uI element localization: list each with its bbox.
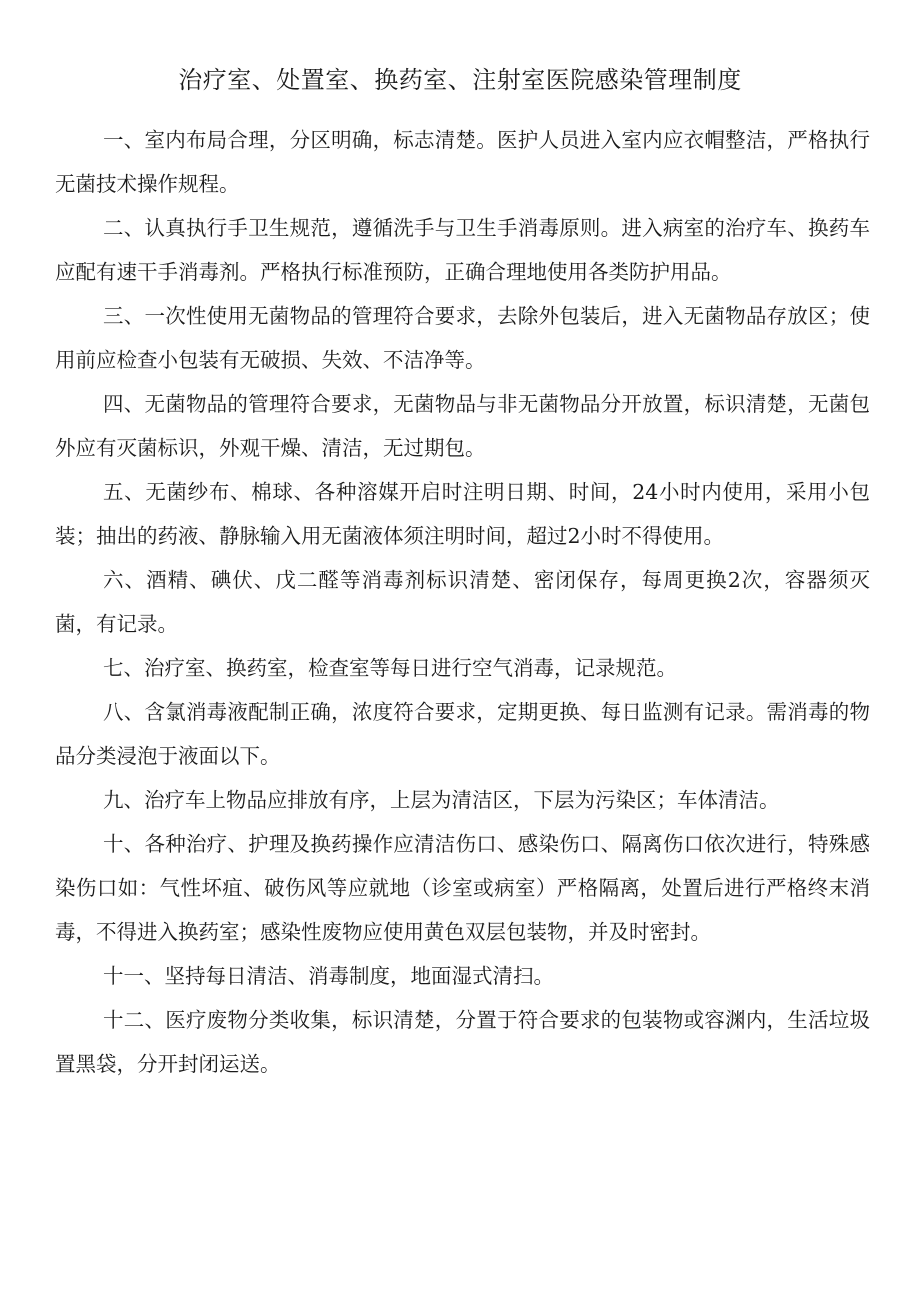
paragraph-12: 十二、医疗废物分类收集，标识清楚，分置于符合要求的包装物或容渊内，生活垃圾置黑袋，分开封闭运送。 <box>55 1008 870 1076</box>
paragraph-2: 二、认真执行手卫生规范，遵循洗手与卫生手消毒原则。进入病室的治疗车、换药车应配有速干手消毒剂。严格执行标准预防，正确合理地使用各类防护用品。 <box>55 216 870 284</box>
paragraph-10: 十、各种治疗、护理及换药操作应清洁伤口、感染伤口、隔离伤口依次进行，特殊感染伤口如：气性坏疽、破伤风等应就地（诊室或病室）严格隔离，处置后进行严格终末消毒，不得进入换药室；感染性废物应使用黄色双层包装物，并及时密封。 <box>55 832 870 944</box>
paragraph-9: 九、治疗车上物品应排放有序，上层为清洁区，下层为污染区；车体清洁。 <box>103 788 780 812</box>
document-body <box>55 118 870 1086</box>
paragraph-11: 十一、坚持每日清洁、消毒制度，地面湿式清扫。 <box>103 964 554 988</box>
paragraph-8: 八、含氯消毒液配制正确，浓度符合要求，定期更换、每日监测有记录。需消毒的物品分类浸泡于液面以下。 <box>55 700 870 768</box>
paragraph-6: 六、酒精、碘伏、戊二醛等消毒剂标识清楚、密闭保存，每周更换2次，容器须灭菌，有记录。 <box>55 568 870 636</box>
paragraph-7: 七、治疗室、换药室，检查室等每日进行空气消毒，记录规范。 <box>103 656 677 680</box>
paragraph-4: 四、无菌物品的管理符合要求，无菌物品与非无菌物品分开放置，标识清楚，无菌包外应有灭菌标识，外观干燥、清洁，无过期包。 <box>55 392 870 460</box>
paragraph-5: 五、无菌纱布、棉球、各种溶媒开启时注明日期、时间，24小时内使用，采用小包装；抽出的药液、静脉输入用无菌液体须注明时间，超过2小时不得使用。 <box>55 480 870 548</box>
document-title: 治疗室、处置室、换药室、注射室医院感染管理制度 <box>178 66 742 94</box>
paragraph-1: 一、室内布局合理，分区明确，标志清楚。医护人员进入室内应衣帽整洁，严格执行无菌技术操作规程。 <box>55 128 870 196</box>
paragraph-3: 三、一次性使用无菌物品的管理符合要求，去除外包装后，进入无菌物品存放区；使用前应检查小包装有无破损、失效、不洁净等。 <box>55 304 870 372</box>
